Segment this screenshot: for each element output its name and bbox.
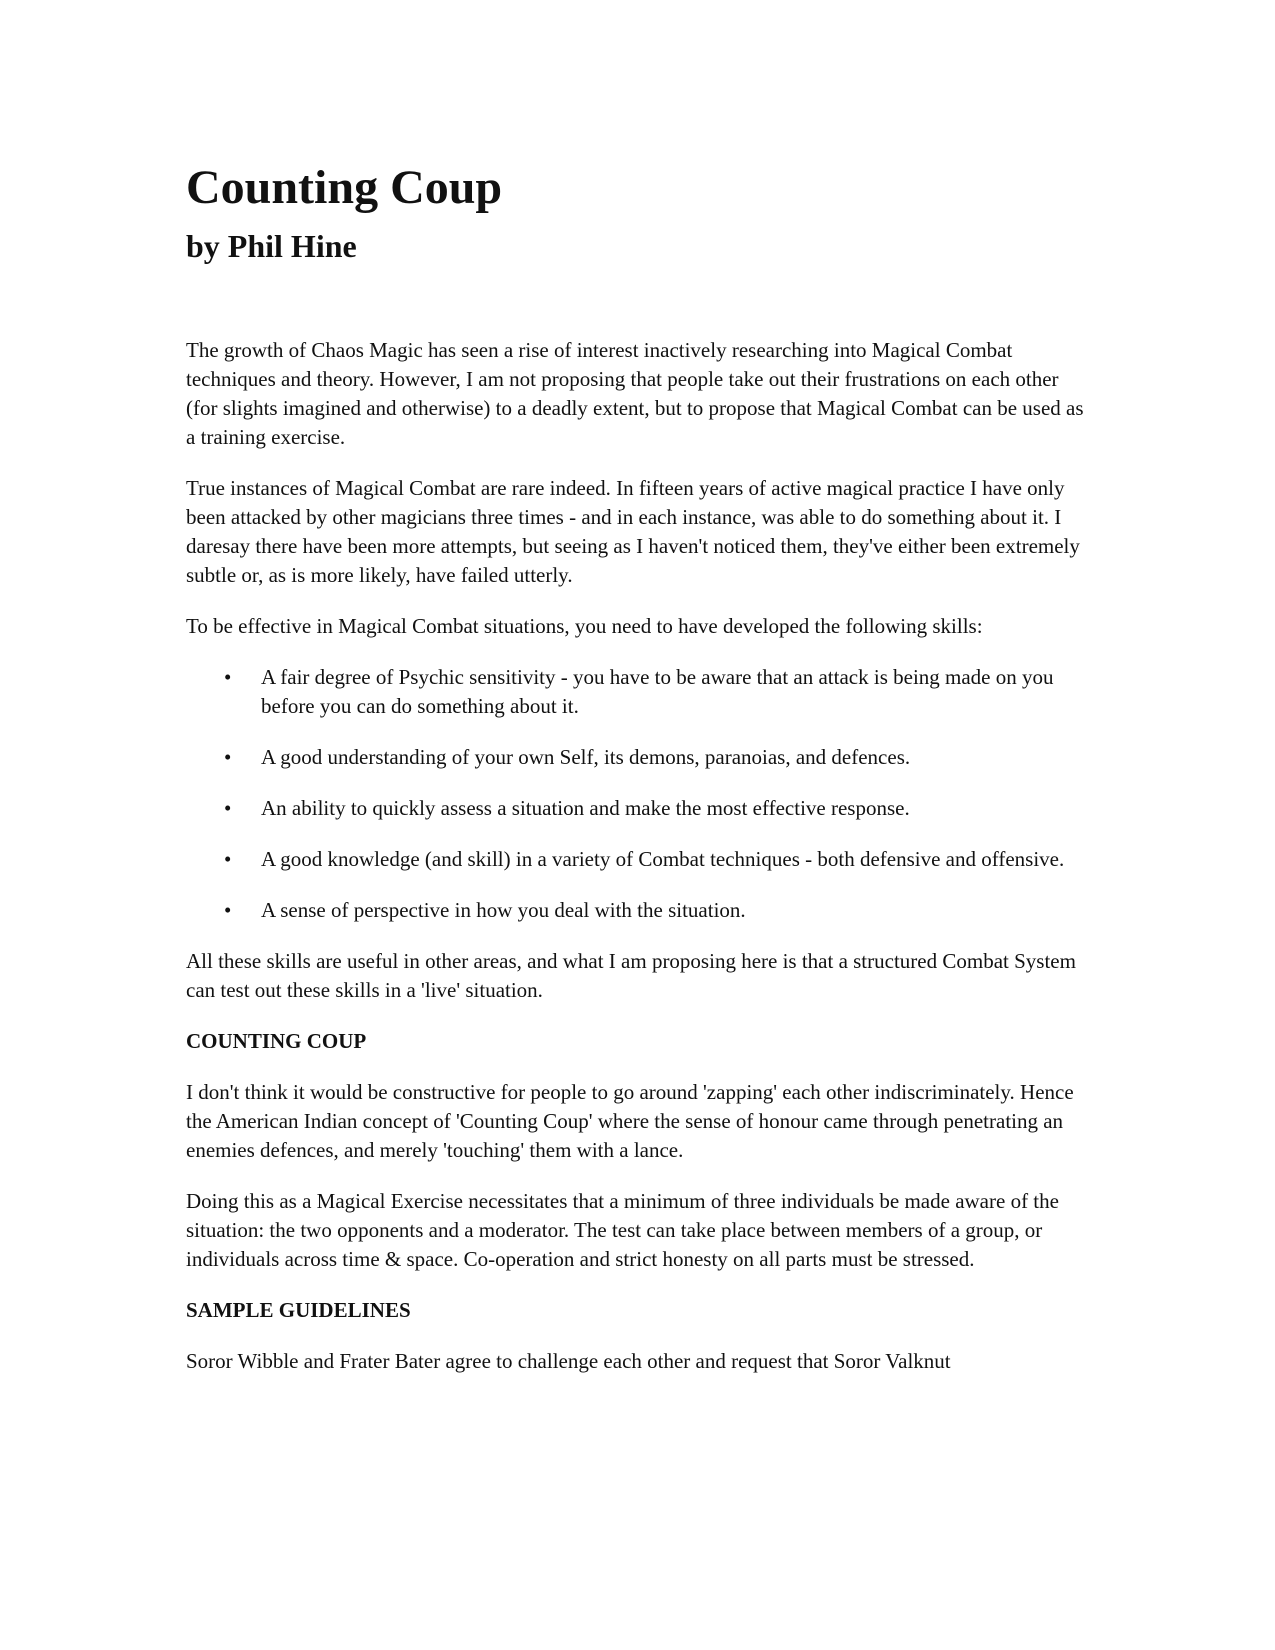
document-title: Counting Coup	[186, 161, 503, 214]
paragraph: Doing this as a Magical Exercise necessitates that a minimum of three individuals be made aware of the situation: the two opponents and a moderator. The test can take place between members of a group, or individuals across time & space. Co-operation and strict honesty on all parts must be stressed.	[186, 1188, 1059, 1271]
list-item	[186, 794, 1091, 823]
list-item	[186, 663, 1091, 721]
bullet-icon: •	[224, 897, 232, 922]
bullet-icon: •	[224, 744, 232, 769]
list-item-text: A sense of perspective in how you deal with the situation.	[261, 897, 746, 922]
list-item	[186, 743, 1091, 772]
list-item-text: A good understanding of your own Self, its demons, paranoias, and defences.	[261, 744, 911, 769]
paragraph: True instances of Magical Combat are rare indeed. In fifteen years of active magical practice I have only been attacked by other magicians three times - and in each instance, was able to do something about it. I daresay there have been more attempts, but seeing as I haven't noticed them, they've either been extremely subtle or, as is more likely, have failed utterly.	[186, 475, 1080, 587]
list-item-text: A good knowledge (and skill) in a variety of Combat techniques - both defensive and offensive.	[261, 846, 1065, 871]
skills-list	[186, 663, 1091, 925]
list-item	[186, 845, 1091, 874]
document-byline: by Phil Hine	[186, 228, 357, 265]
paragraph: All these skills are useful in other areas, and what I am proposing here is that a structured Combat System can test out these skills in a 'live' situation.	[186, 948, 1076, 1002]
section-heading-sample-guidelines: SAMPLE GUIDELINES	[186, 1297, 411, 1322]
document-body	[186, 336, 1091, 1376]
list-item-text: An ability to quickly assess a situation and make the most effective response.	[261, 795, 910, 820]
bullet-icon: •	[224, 795, 232, 820]
section-heading-counting-coup: COUNTING COUP	[186, 1028, 367, 1053]
paragraph: The growth of Chaos Magic has seen a rise of interest inactively researching into Magical Combat techniques and theory. However, I am not proposing that people take out their frustrations on each other (for slights imagined and otherwise) to a deadly extent, but to propose that Magical Combat can be used as a training exercise.	[186, 337, 1084, 449]
list-item	[186, 896, 1091, 925]
document-page	[186, 150, 1091, 1398]
bullet-icon: •	[224, 664, 232, 689]
paragraph: I don't think it would be constructive for people to go around 'zapping' each other indiscriminately. Hence the American Indian concept of 'Counting Coup' where the sense of honour came through penetrating an enemies defences, and merely 'touching' them with a lance.	[186, 1079, 1074, 1162]
paragraph: To be effective in Magical Combat situations, you need to have developed the following skills:	[186, 613, 983, 638]
list-item-text: A fair degree of Psychic sensitivity - you have to be aware that an attack is being made on you before you can do something about it.	[261, 664, 1054, 718]
bullet-icon: •	[224, 846, 232, 871]
paragraph: Soror Wibble and Frater Bater agree to challenge each other and request that Soror Valknut	[186, 1348, 951, 1373]
